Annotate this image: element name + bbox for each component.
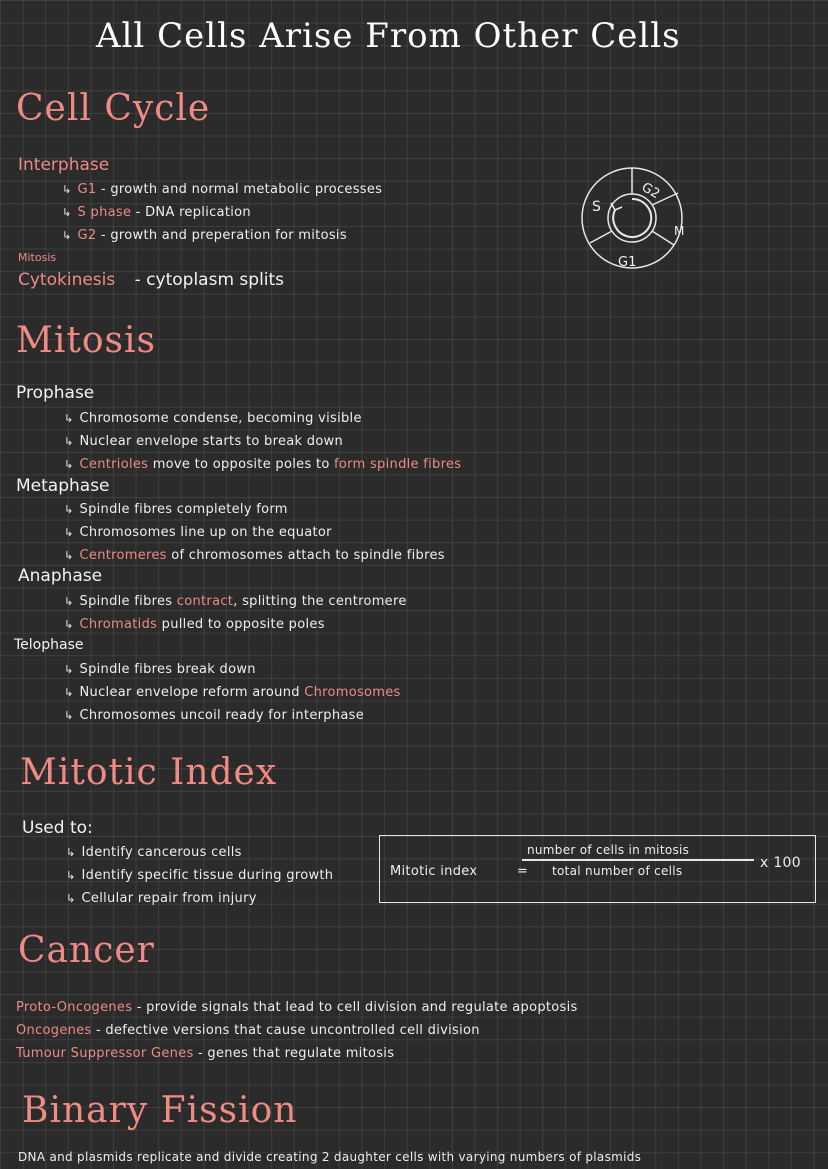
fraction-bar <box>522 859 754 861</box>
g1-label: G1 <box>77 182 97 197</box>
cancer-line: Proto-Oncogenes - provide signals that lead to cell division and regulate apoptosis <box>16 1000 578 1015</box>
used-to-label: Used to: <box>22 818 93 838</box>
arrow-bullet-icon: ↳ <box>64 549 74 562</box>
cancer-heading: Cancer <box>18 930 155 971</box>
metaphase-title: Metaphase <box>16 476 110 496</box>
formula-denominator: total number of cells <box>552 864 683 878</box>
metaphase-line: ↳ Spindle fibres completely form <box>64 502 288 517</box>
g2-label: G2 <box>77 228 97 243</box>
arrow-bullet-icon: ↳ <box>66 846 76 859</box>
prophase-line: ↳ Centrioles move to opposite poles to form spindle fibres <box>64 457 462 472</box>
anaphase-line: ↳ Chromatids pulled to opposite poles <box>64 617 325 632</box>
cell-cycle-item <box>62 228 347 243</box>
arrow-bullet-icon: ↳ <box>64 618 74 631</box>
formula-multiplier: x 100 <box>760 855 801 871</box>
arrow-bullet-icon: ↳ <box>64 686 74 699</box>
arrow-bullet-icon: ↳ <box>64 503 74 516</box>
cell-cycle-diagram <box>570 163 696 273</box>
cell-cycle-heading: Cell Cycle <box>16 88 211 129</box>
interphase-label: Interphase <box>18 155 110 175</box>
arrow-bullet-icon: ↳ <box>62 183 72 196</box>
g2-diagram-label: G2 <box>638 179 663 203</box>
arrow-bullet-icon: ↳ <box>64 663 74 676</box>
arrow-bullet-icon: ↳ <box>62 206 72 219</box>
telophase-line: ↳ Nuclear envelope reform around Chromosomes <box>64 685 401 700</box>
use-item: ↳ Identify cancerous cells <box>66 845 242 860</box>
page-title: All Cells Arise From Other Cells <box>96 16 681 56</box>
arrow-bullet-icon: ↳ <box>64 595 74 608</box>
formula-equals: = <box>517 864 529 879</box>
formula-label: Mitotic index <box>390 864 478 879</box>
arrow-bullet-icon: ↳ <box>66 869 76 882</box>
cell-cycle-item <box>62 182 382 197</box>
arrow-bullet-icon: ↳ <box>64 412 74 425</box>
use-item: ↳ Identify specific tissue during growth <box>66 868 334 883</box>
m-diagram-label: M <box>674 224 685 238</box>
g2-text: - growth and preperation for mitosis <box>100 228 347 243</box>
mitotic-index-heading: Mitotic Index <box>20 752 278 793</box>
s-phase-diagram-label: S <box>592 199 601 215</box>
cytokinesis-text: - cytoplasm splits <box>134 270 285 290</box>
cancer-line: Oncogenes - defective versions that cause uncontrolled cell division <box>16 1023 480 1038</box>
use-item: ↳ Cellular repair from injury <box>66 891 257 906</box>
g1-text: - growth and normal metabolic processes <box>100 182 383 197</box>
cytokinesis-line <box>18 270 284 290</box>
cell-cycle-item <box>62 205 251 220</box>
g1-diagram-label: G1 <box>618 255 637 270</box>
telophase-line: ↳ Chromosomes uncoil ready for interphase <box>64 708 365 723</box>
cytokinesis-label: Cytokinesis <box>18 270 116 290</box>
telophase-title: Telophase <box>14 637 84 653</box>
arrow-bullet-icon: ↳ <box>64 709 74 722</box>
arrow-bullet-icon: ↳ <box>64 435 74 448</box>
arrow-bullet-icon: ↳ <box>64 526 74 539</box>
mitosis-heading: Mitosis <box>16 320 156 361</box>
anaphase-title: Anaphase <box>18 566 103 586</box>
prophase-line: ↳ Nuclear envelope starts to break down <box>64 434 344 449</box>
s-phase-label: S phase <box>77 205 132 220</box>
cancer-line: Tumour Suppressor Genes - genes that regulate mitosis <box>16 1046 395 1061</box>
arrow-bullet-icon: ↳ <box>62 229 72 242</box>
arrow-bullet-icon: ↳ <box>66 892 76 905</box>
binary-fission-heading: Binary Fission <box>22 1090 298 1131</box>
formula-numerator: number of cells in mitosis <box>527 843 690 857</box>
metaphase-line: ↳ Chromosomes line up on the equator <box>64 525 332 540</box>
s-phase-text: - DNA replication <box>135 205 251 220</box>
arrow-bullet-icon: ↳ <box>64 458 74 471</box>
prophase-title: Prophase <box>16 383 95 403</box>
prophase-line: ↳ Chromosome condense, becoming visible <box>64 411 362 426</box>
anaphase-line: ↳ Spindle fibres contract, splitting the centromere <box>64 594 407 609</box>
metaphase-line: ↳ Centromeres of chromosomes attach to spindle fibres <box>64 548 445 563</box>
binary-fission-text: DNA and plasmids replicate and divide creating 2 daughter cells with varying numbers of plasmids <box>18 1150 642 1164</box>
mitosis-label: Mitosis <box>18 251 57 264</box>
telophase-line: ↳ Spindle fibres break down <box>64 662 256 677</box>
